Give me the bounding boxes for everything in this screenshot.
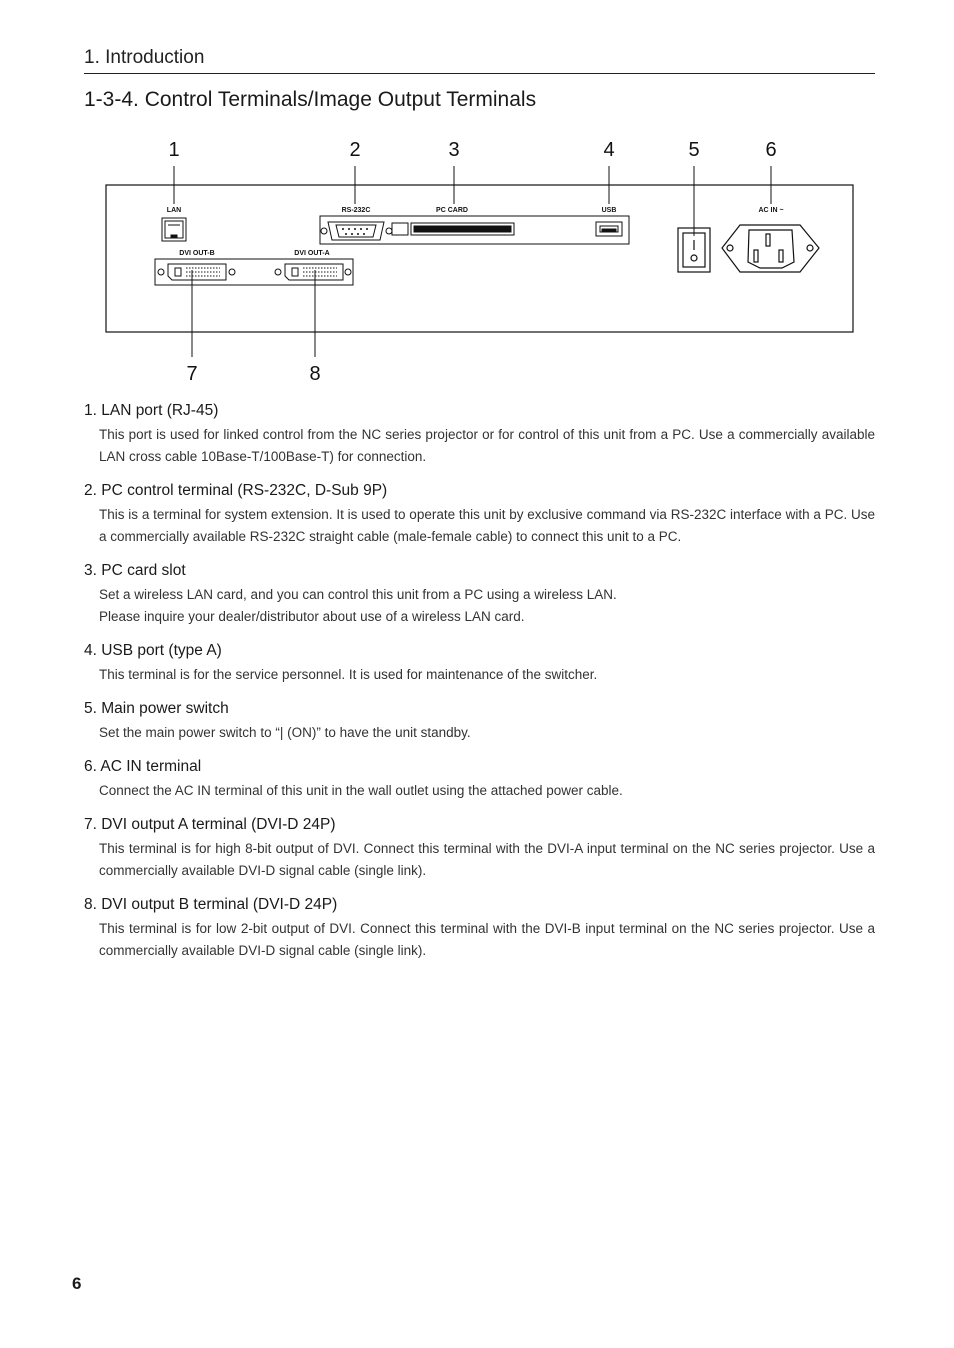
item-body: Set the main power switch to “| (ON)” to have the unit standby. — [99, 725, 471, 740]
item-pc-card — [84, 562, 875, 628]
running-header — [84, 47, 875, 74]
lan-port-icon — [162, 218, 186, 241]
item-usb-port — [84, 642, 875, 686]
item-body: This is a terminal for system extension. It is used to operate this unit by exclusive command via RS-232C interface with a PC. Use a commercially available RS-232C straight cable (male-female cable) to connect this unit to a PC. — [99, 507, 875, 544]
item-heading: 5. Main power switch — [84, 700, 229, 717]
item-body: This terminal is for low 2-bit output of DVI. Connect this terminal with the DVI-B input terminal on the NC series projector. Use a commercially available DVI-D signal cable (single link). — [99, 921, 875, 958]
dvi-ports-strip — [155, 259, 353, 285]
item-ac-in — [84, 758, 875, 802]
rear-panel-diagram — [0, 130, 954, 390]
item-heading: 2. PC control terminal (RS-232C, D-Sub 9P) — [84, 482, 388, 499]
item-body: This port is used for linked control from the NC series projector or for control of this unit from a PC. Use a commercially available LAN cross cable 10Base-T/100Base-T) for connection. — [99, 427, 875, 464]
section-name: 1. Introduction — [84, 47, 205, 68]
dvi-b-label: DVI OUT-B — [179, 250, 215, 257]
item-pc-control — [84, 482, 875, 548]
terminal-descriptions — [84, 402, 875, 976]
callout-8: 8 — [309, 363, 321, 385]
callout-4: 4 — [603, 139, 615, 161]
item-body: Set a wireless LAN card, and you can control this unit from a PC using a wireless LAN. — [99, 587, 617, 602]
item-body: This terminal is for high 8-bit output of DVI. Connect this terminal with the DVI-A input terminal on the NC series projector. Use a commercially available DVI-D signal cable (single link). — [99, 841, 875, 878]
callout-7: 7 — [186, 363, 198, 385]
callout-1: 1 — [168, 139, 180, 161]
ac-inlet-icon — [722, 225, 819, 272]
callout-3: 3 — [448, 139, 460, 161]
rs232c-label: RS-232C — [341, 207, 371, 214]
pc-card-label: PC CARD — [436, 207, 468, 214]
item-power-switch — [84, 700, 875, 744]
callout-2: 2 — [349, 139, 361, 161]
item-heading: 4. USB port (type A) — [84, 642, 222, 659]
item-body: This terminal is for the service personnel. It is used for maintenance of the switcher. — [99, 667, 598, 682]
item-heading: 1. LAN port (RJ-45) — [84, 402, 219, 419]
dvi-a-label: DVI OUT-A — [294, 250, 330, 257]
item-body-2: Please inquire your dealer/distributor about use of a wireless LAN card. — [99, 609, 525, 624]
item-heading: 8. DVI output B terminal (DVI-D 24P) — [84, 896, 338, 913]
callout-5: 5 — [688, 139, 700, 161]
item-dvi-a — [84, 816, 875, 882]
callout-6: 6 — [765, 139, 777, 161]
item-heading: 6. AC IN terminal — [84, 758, 202, 775]
item-heading: 7. DVI output A terminal (DVI-D 24P) — [84, 816, 336, 833]
item-heading: 3. PC card slot — [84, 562, 186, 579]
item-dvi-b — [84, 896, 875, 962]
ac-in-label: AC IN ~ — [758, 207, 784, 214]
item-body: Connect the AC IN terminal of this unit in the wall outlet using the attached power cable. — [99, 783, 623, 798]
lan-label: LAN — [166, 207, 182, 214]
control-terminal-strip — [320, 216, 629, 244]
page-number: 6 — [72, 1274, 82, 1293]
item-lan-port — [84, 402, 875, 468]
usb-label: USB — [601, 207, 617, 214]
page-title: 1-3-4. Control Terminals/Image Output Terminals — [84, 88, 537, 111]
